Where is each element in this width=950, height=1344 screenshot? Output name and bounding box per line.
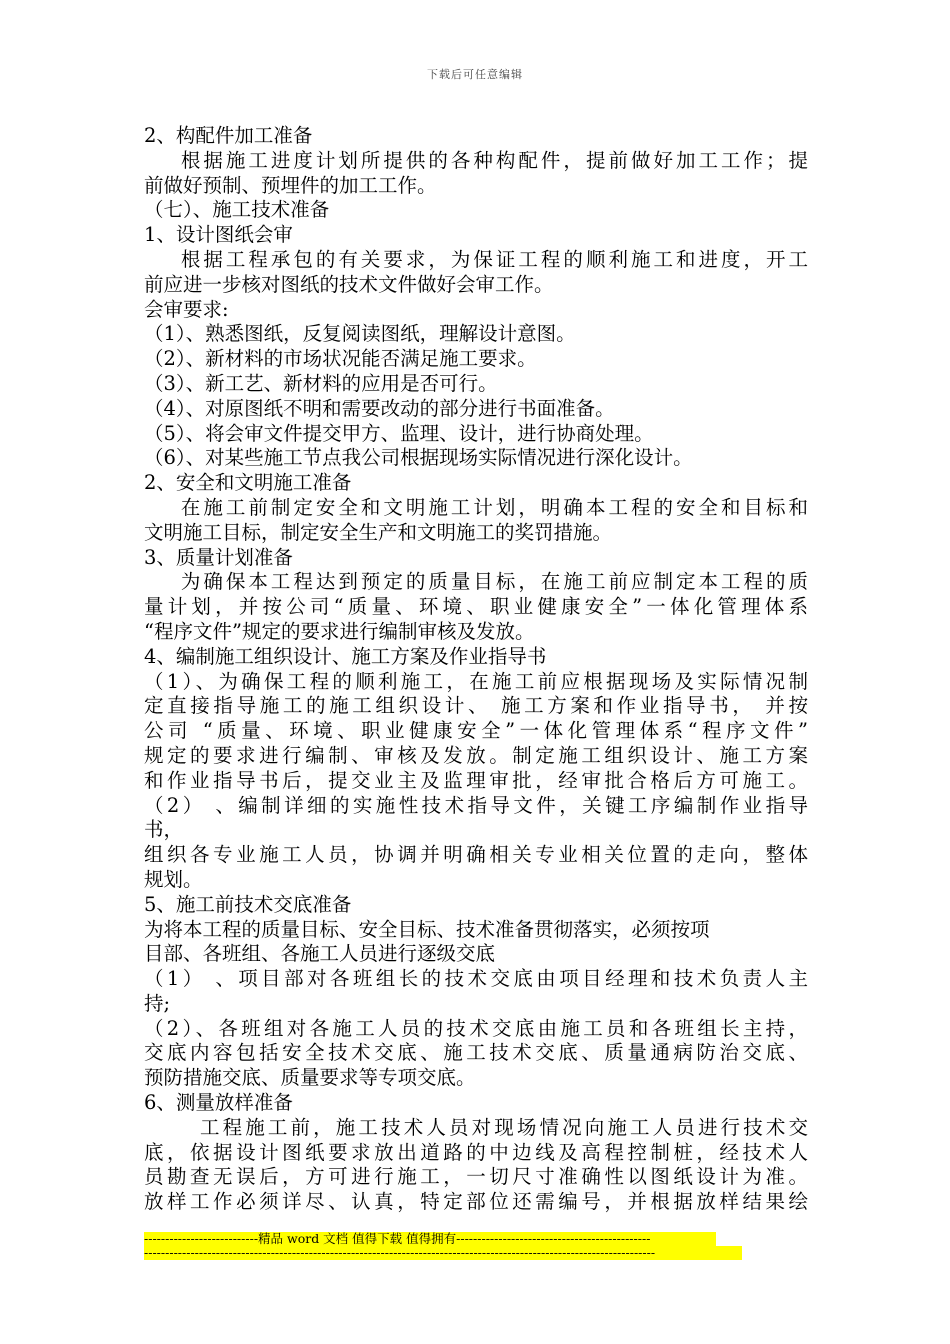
- subsection-heading: 5、施工前技术交底准备: [144, 892, 352, 916]
- text-line: “程序文件”规定的要求进行编制审核及发放。: [144, 619, 535, 643]
- text-line: 组织各专业施工人员，协调并明确相关专业相关位置的走向，整体: [144, 843, 808, 867]
- subsection-heading: 4、编制施工组织设计、施工方案及作业指导书: [144, 644, 547, 668]
- text-line: 根据施工进度计划所提供的各种构配件，提前做好加工工作；提: [144, 148, 808, 172]
- text-line: 放样工作必须详尽、认真，特定部位还需编号，并根据放样结果绘: [144, 1190, 808, 1214]
- text-line: 定直接指导施工的施工组织设计、 施工方案和作业指导书， 并按: [144, 694, 808, 718]
- text-line: 交底内容包括安全技术交底、施工技术交底、质量通病防治交底、: [144, 1041, 808, 1065]
- text-line: 员勘查无误后，方可进行施工，一切尺寸准确性以图纸设计为准。: [144, 1165, 808, 1189]
- text-line: 书，: [144, 818, 184, 842]
- text-line: 规划。: [144, 867, 203, 891]
- list-item: （6）、对某些施工节点我公司根据现场实际情况进行深化设计。: [144, 446, 693, 470]
- text-line: 前应进一步核对图纸的技术文件做好会审工作。: [144, 272, 554, 296]
- footer-banner: ---------------------------精品 word 文档 值得下载 值得拥有----------------------------------------------: [144, 1232, 716, 1246]
- text-line: （2）、各班组对各施工人员的技术交底由施工员和各班组长主持，: [144, 1016, 808, 1040]
- footer-divider: -------------------------------------------------------------------------------------------------------------------------: [144, 1246, 742, 1260]
- text-line: 根据工程承包的有关要求，为保证工程的顺利施工和进度，开工: [144, 247, 808, 271]
- subsection-heading: 3、质量计划准备: [144, 545, 293, 569]
- list-item: （5）、将会审文件提交甲方、监理、设计，进行协商处理。: [144, 421, 654, 445]
- text-line: （1） 、项目部对各班组长的技术交底由项目经理和技术负责人主: [144, 967, 808, 991]
- page-footer: [144, 1232, 744, 1260]
- text-line: 为确保本工程达到预定的质量目标，在施工前应制定本工程的质: [144, 570, 808, 594]
- document-body: [144, 124, 808, 1215]
- list-item: （3）、新工艺、新材料的应用是否可行。: [144, 371, 498, 395]
- list-item: （1）、熟悉图纸，反复阅读图纸，理解设计意图。: [144, 322, 576, 346]
- text-line: 前做好预制、预埋件的加工工作。: [144, 173, 437, 197]
- list-item: （4）、对原图纸不明和需要改动的部分进行书面准备。: [144, 396, 615, 420]
- text-line: 量计划，并按公司“质量、环境、职业健康安全”一体化管理体系: [144, 595, 808, 619]
- subsection-heading: 2、安全和文明施工准备: [144, 471, 352, 495]
- section-heading: （七）、施工技术准备: [144, 198, 330, 222]
- list-item: （2）、新材料的市场状况能否满足施工要求。: [144, 347, 537, 371]
- text-line: 目部、各班组、各施工人员进行逐级交底: [144, 942, 496, 966]
- text-line: （1）、为确保工程的顺利施工，在施工前应根据现场及实际情况制: [144, 669, 808, 693]
- text-line: 工程施工前，施工技术人员对现场情况向施工人员进行技术交: [144, 1115, 808, 1139]
- text-line: 预防措施交底、质量要求等专项交底。: [144, 1066, 476, 1090]
- text-line: 在施工前制定安全和文明施工计划，明确本工程的安全和目标和: [144, 495, 808, 519]
- text-line: （2） 、编制详细的实施性技术指导文件，关键工序编制作业指导: [144, 793, 808, 817]
- page-header: 下载后可任意编辑: [427, 68, 523, 81]
- text-line: 2、构配件加工准备: [144, 124, 313, 147]
- text-line: 和作业指导书后，提交业主及监理审批，经审批合格后方可施工。: [144, 768, 808, 792]
- text-line: 公司 “质量、环境、职业健康安全”一体化管理体系“程序文件”: [144, 719, 808, 743]
- text-line: 底，依据设计图纸要求放出道路的中边线及高程控制桩，经技术人: [144, 1140, 808, 1164]
- subsection-heading: 1、设计图纸会审: [144, 223, 293, 247]
- text-line: 文明施工目标，制定安全生产和文明施工的奖罚措施。: [144, 520, 613, 544]
- text-line: 会审要求:: [144, 297, 229, 321]
- text-line: 为将本工程的质量目标、安全目标、技术准备贯彻落实，必须按项: [144, 917, 710, 941]
- text-line: 规定的要求进行编制、审核及发放。制定施工组织设计、施工方案: [144, 743, 808, 767]
- text-line: 持;: [144, 991, 171, 1015]
- subsection-heading: 6、测量放样准备: [144, 1091, 293, 1115]
